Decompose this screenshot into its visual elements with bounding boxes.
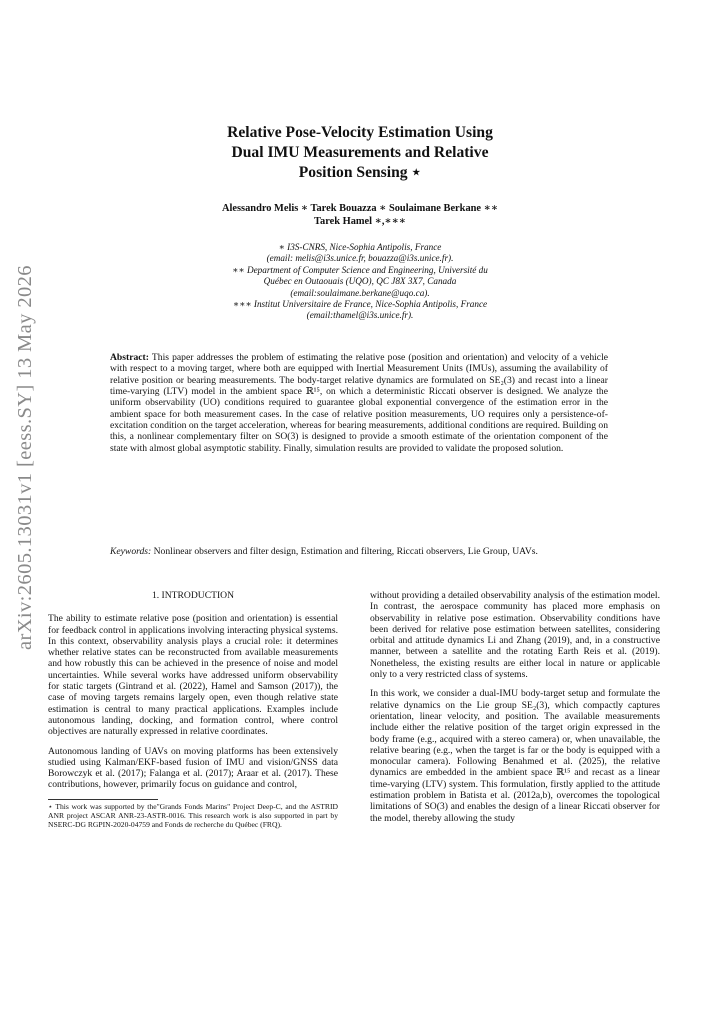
keywords-label: Keywords: xyxy=(110,546,152,557)
paragraph: The ability to estimate relative pose (position and orientation) is essential for feedback control in applications involving interacting physical systems. In this context, observability analysis plays a crucial role: it determines whether relative states can be reconstructed from available measurements and how robustly this can be achieved in the presence of noise and model uncertainties. While several works have addressed uniform observability for static targets (Gintrand et al. (2022), Hamel and Samson (2017)), the case of moving targets remains largely open, even though relative state estimation is central to many practical applications. Examples include autonomous landing, docking, and formation control, where control objectives are naturally expressed in relative coordinates. xyxy=(48,613,338,738)
title-line-1: Relative Pose-Velocity Estimation Using xyxy=(227,124,493,141)
abstract-text: This paper addresses the problem of estimating the relative pose (position and orientation) and velocity of a vehicle with respect to a moving target, where both are equipped with Inertial Measurement Units (IMUs), assuming the availability of relative position or bearing measurements. The body-target relative dynamics are formulated on SE₂(3) and recast into a linear time-varying (LTV) model in the ambient space ℝ¹⁵, on which a deterministic Riccati observer is designed. We analyze the uniform observability (UO) conditions required to guarantee global exponential convergence of the estimation error in the ambient space for both measurement cases. In the case of relative position measurements, UO requires only a persistence-of-excitation condition on the target acceleration, whereas for bearing measurements, additional conditions are required. Building on this, a nonlinear complementary filter on SO(3) is designed to provide a smooth estimate of the orientation component of the state with almost global asymptotic stability. Finally, simulation results are provided to validate the proposed solution. xyxy=(110,352,608,454)
authors-line-1: Alessandro Melis ∗ Tarek Bouazza ∗ Soulaimane Berkane ∗∗ xyxy=(222,203,498,214)
title-line-3: Position Sensing ⋆ xyxy=(298,164,422,181)
footnote: ⋆ This work was supported by the"Grands Fonds Marins" Project Deep-C, and the ASTRID ANR project ASCAR ANR-23-ASTR-0016. This research work is also supported in part by NSERC-DG RGPIN-2020-04759 and Fonds de recherche du Québec (FRQ). xyxy=(48,801,338,830)
right-column xyxy=(370,590,660,832)
paragraph: Autonomous landing of UAVs on moving platforms has been extensively studied using Kalman/EKF-based fusion of IMU and vision/GNSS data Borowczyk et al. (2017); Falanga et al. (2017); Araar et al. (2017). These contributions, however, primarily focus on guidance and control, xyxy=(48,745,338,791)
footnote-divider xyxy=(48,799,158,800)
section-heading: 1. INTRODUCTION xyxy=(151,590,235,601)
affiliations xyxy=(150,242,570,322)
title-line-2: Dual IMU Measurements and Relative xyxy=(231,144,489,161)
authors-line-2: Tarek Hamel ∗,∗∗∗ xyxy=(314,215,406,227)
abstract xyxy=(110,352,608,454)
affiliation-line: ∗∗∗ Institut Universitaire de France, Nice-Sophia Antipolis, France xyxy=(232,299,488,310)
affiliation-line: Québec en Outaouais (UQO), QC J8X 3X7, Canada xyxy=(263,276,457,287)
affiliation-line: ∗∗ Department of Computer Science and Engineering, Université du xyxy=(232,264,488,275)
affiliation-line: ∗ I3S-CNRS, Nice-Sophia Antipolis, France xyxy=(278,242,442,252)
keywords xyxy=(110,546,608,557)
affiliation-line: (email:soulaimane.berkane@uqo.ca). xyxy=(290,287,430,298)
abstract-label: Abstract: xyxy=(110,352,149,363)
paragraph: In this work, we consider a dual-IMU body-target setup and formulate the relative dynamics on the Lie group SE₂(3), which compactly captures orientation, linear velocity, and position. The available measurements include either the relative position of the target origin expressed in the body frame (e.g., acquired with a stereo camera) or, when unavailable, the relative bearing (e.g., when the target is far or the body is equipped with a monocular camera). Following Benahmed et al. (2025), the relative dynamics are embedded in the ambient space ℝ¹⁵ and recast as a linear time-varying (LTV) system. This formulation, firstly applied to the attitude estimation problem in Batista et al. (2012a,b), overcomes the topological limitations of SO(3) and enables the design of a linear Riccati observer for the model, thereby allowing the study xyxy=(370,688,660,824)
author-list xyxy=(150,203,570,228)
affiliation-line: (email:thamel@i3s.unice.fr). xyxy=(306,310,414,321)
affiliation-line: (email: melis@i3s.unice.fr, bouazza@i3s.unice.fr). xyxy=(266,253,454,264)
arxiv-identifier: arXiv:2605.13031v1 [eess.SY] 13 May 2026 xyxy=(14,265,36,650)
left-column xyxy=(48,590,338,830)
paper-title xyxy=(150,123,570,183)
paragraph: without providing a detailed observability analysis of the estimation model. In contrast, the aerospace community has placed more emphasis on observability in relative pose estimation. Observability conditions have been derived for relative pose estimation between satellites, considering orbital and attitude dynamics Li and Zhang (2019), and, in a constructive manner, between a satellite and the rotating Earth Reis et al. (2019). Nonetheless, the existing results are either local in nature or applicable only to a very restricted class of systems. xyxy=(370,590,660,681)
keywords-text: Nonlinear observers and filter design, Estimation and filtering, Riccati observers, Lie Group, UAVs. xyxy=(153,546,538,557)
arxiv-side-stamp xyxy=(14,265,50,650)
